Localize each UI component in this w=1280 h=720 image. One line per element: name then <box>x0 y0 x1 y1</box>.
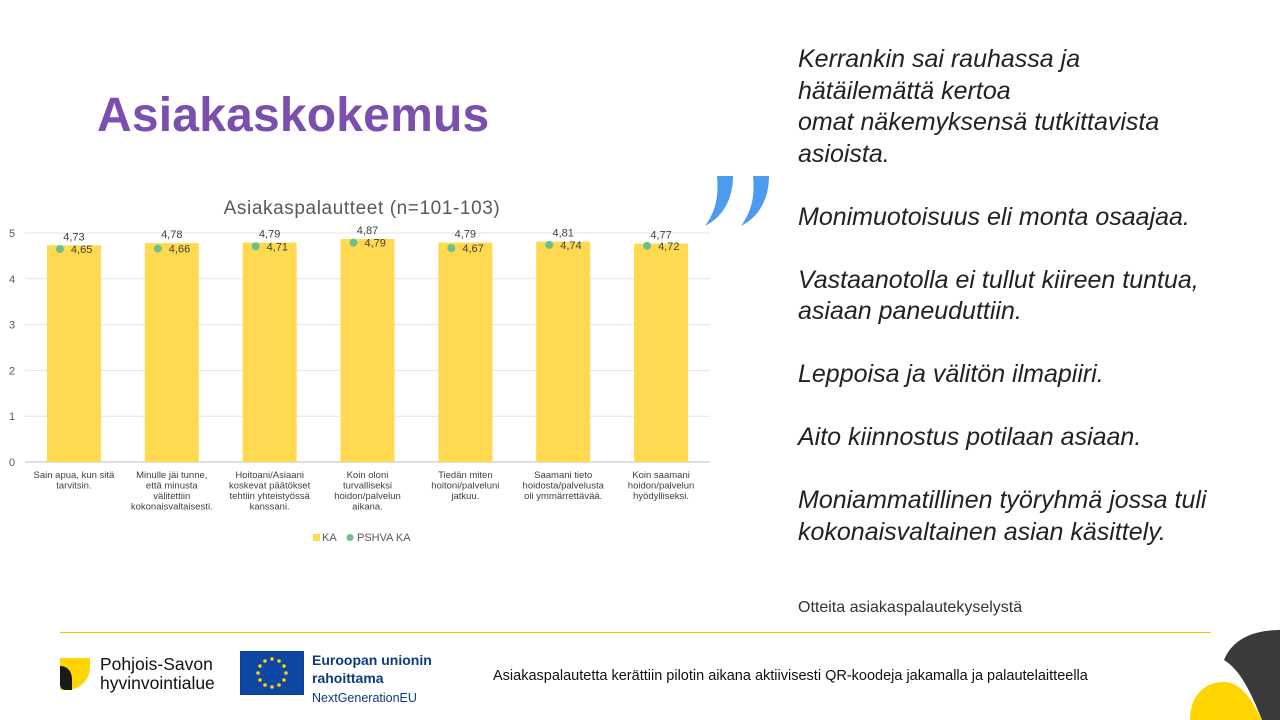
quote-item: Leppoisa ja välitön ilmapiiri. <box>798 360 1104 388</box>
eu-line-2: rahoittama <box>312 670 384 686</box>
eu-line-1: Euroopan unionin <box>312 652 432 668</box>
eu-funding-logo <box>240 651 432 707</box>
marker-point <box>252 242 260 250</box>
eu-line-3: NextGenerationEU <box>312 691 417 705</box>
y-tick-label: 5 <box>8 228 16 240</box>
marker-point <box>350 239 358 247</box>
quotation-mark-icon <box>703 176 775 232</box>
legend-swatch-ka <box>313 534 320 541</box>
category-label: turvalliseksi <box>342 480 393 492</box>
marker-value-label: 4,66 <box>168 243 191 256</box>
category-label: koskevat päätökset <box>228 480 311 492</box>
feedback-chart <box>0 190 720 560</box>
bar-value-label: 4,87 <box>356 224 379 237</box>
footer-divider <box>60 632 1211 633</box>
category-label: että minusta <box>145 480 198 492</box>
legend-swatch-pshva <box>347 534 354 541</box>
marker-point <box>545 241 553 249</box>
category-label: Sain apua, kun sitä <box>33 470 115 481</box>
y-tick-label: 0 <box>8 457 16 469</box>
corner-decoration <box>1190 630 1280 720</box>
quote-item: Aito kiinnostus potilaan asiaan. <box>798 423 1142 451</box>
marker-value-label: 4,72 <box>658 240 680 253</box>
brand-logo <box>58 655 215 693</box>
bar <box>536 239 590 462</box>
bar <box>47 245 101 462</box>
category-label: välitettiin <box>153 491 191 502</box>
legend-label-ka: KA <box>322 532 337 544</box>
bar-value-label: 4,73 <box>63 231 85 244</box>
brand-line-1: Pohjois-Savon <box>100 654 213 674</box>
category-label: oli ymmärrettävää. <box>524 491 603 502</box>
eu-text <box>312 651 432 707</box>
bar-value-label: 4,81 <box>552 227 574 240</box>
marker-value-label: 4,79 <box>364 237 386 250</box>
brand-line-2: hyvinvointialue <box>100 673 215 693</box>
bar <box>341 239 395 462</box>
quote-item: Kerrankin sai rauhassa ja hätäilemättä kertoa omat näkemyksensä tutkittavista asioista. <box>798 45 1160 168</box>
marker-value-label: 4,74 <box>560 239 582 252</box>
page-title: Asiakaskokemus <box>97 89 490 142</box>
marker-point <box>447 244 455 252</box>
legend-label-pshva: PSHVA KA <box>357 532 411 544</box>
marker-point <box>643 242 651 250</box>
quote-item: Monimuotoisuus eli monta osaajaa. <box>798 202 1190 231</box>
category-label: Koin oloni <box>346 470 389 481</box>
marker-value-label: 4,65 <box>70 244 93 257</box>
category-label: hoidosta/palvelusta <box>522 480 604 492</box>
marker-point <box>56 245 64 253</box>
marker-value-label: 4,71 <box>266 241 289 254</box>
quote-item: Vastaanotolla ei tullut kiireen tuntua, asiaan paneuduttiin. <box>798 265 1199 325</box>
quote-item: Moniammatillinen työryhmä jossa tuli kokonaisvaltainen asian käsittely. <box>798 486 1207 546</box>
bar-value-label: 4,78 <box>161 229 183 242</box>
bar-value-label: 4,79 <box>258 228 281 241</box>
category-label: Hoitoani/Asiaani <box>235 470 304 481</box>
eu-flag-icon <box>240 651 304 695</box>
bar <box>634 244 688 462</box>
footer-note: Asiakaspalautetta kerättiin pilotin aikana aktiivisesti QR-koodeja jakamalla ja palautelaitteella <box>493 668 1088 684</box>
category-label: tehtiin yhteistyössä <box>229 491 310 502</box>
chart-title: Asiakaspalautteet (n=101-103) <box>223 198 501 219</box>
category-label: hyödylliseksi. <box>633 491 690 502</box>
category-label: aikana. <box>352 501 383 513</box>
quotes-caption: Otteita asiakaspalautekyselystä <box>798 599 1023 616</box>
category-label: tarvitsin. <box>56 480 92 492</box>
y-tick-label: 4 <box>8 273 16 286</box>
y-tick-label: 1 <box>8 411 16 424</box>
category-label: hoitoni/palveluni <box>431 480 500 492</box>
bar <box>243 243 297 462</box>
marker-value-label: 4,67 <box>462 243 484 256</box>
category-label: hoidon/palvelun <box>627 480 695 492</box>
quotes-list <box>798 44 1258 580</box>
bar-value-label: 4,79 <box>454 228 477 241</box>
category-label: Minulle jäi tunne, <box>136 470 208 481</box>
y-tick-label: 2 <box>8 365 16 378</box>
bar <box>145 243 199 462</box>
feedback-chart-svg <box>0 190 720 560</box>
marker-point <box>154 245 162 253</box>
category-label: Koin saamani <box>632 470 690 481</box>
category-label: jatkuu. <box>451 491 480 502</box>
category-label: kanssani. <box>249 501 290 513</box>
bar-value-label: 4,77 <box>650 229 672 242</box>
category-label: kokonaisvaltaisesti. <box>130 501 213 513</box>
bar <box>438 243 492 462</box>
brand-name <box>100 655 215 693</box>
category-label: hoidon/palvelun <box>334 491 401 502</box>
category-label: Saamani tieto <box>534 470 593 481</box>
y-tick-label: 3 <box>8 319 16 332</box>
brand-logo-icon <box>58 656 92 692</box>
category-label: Tiedän miten <box>438 470 493 481</box>
